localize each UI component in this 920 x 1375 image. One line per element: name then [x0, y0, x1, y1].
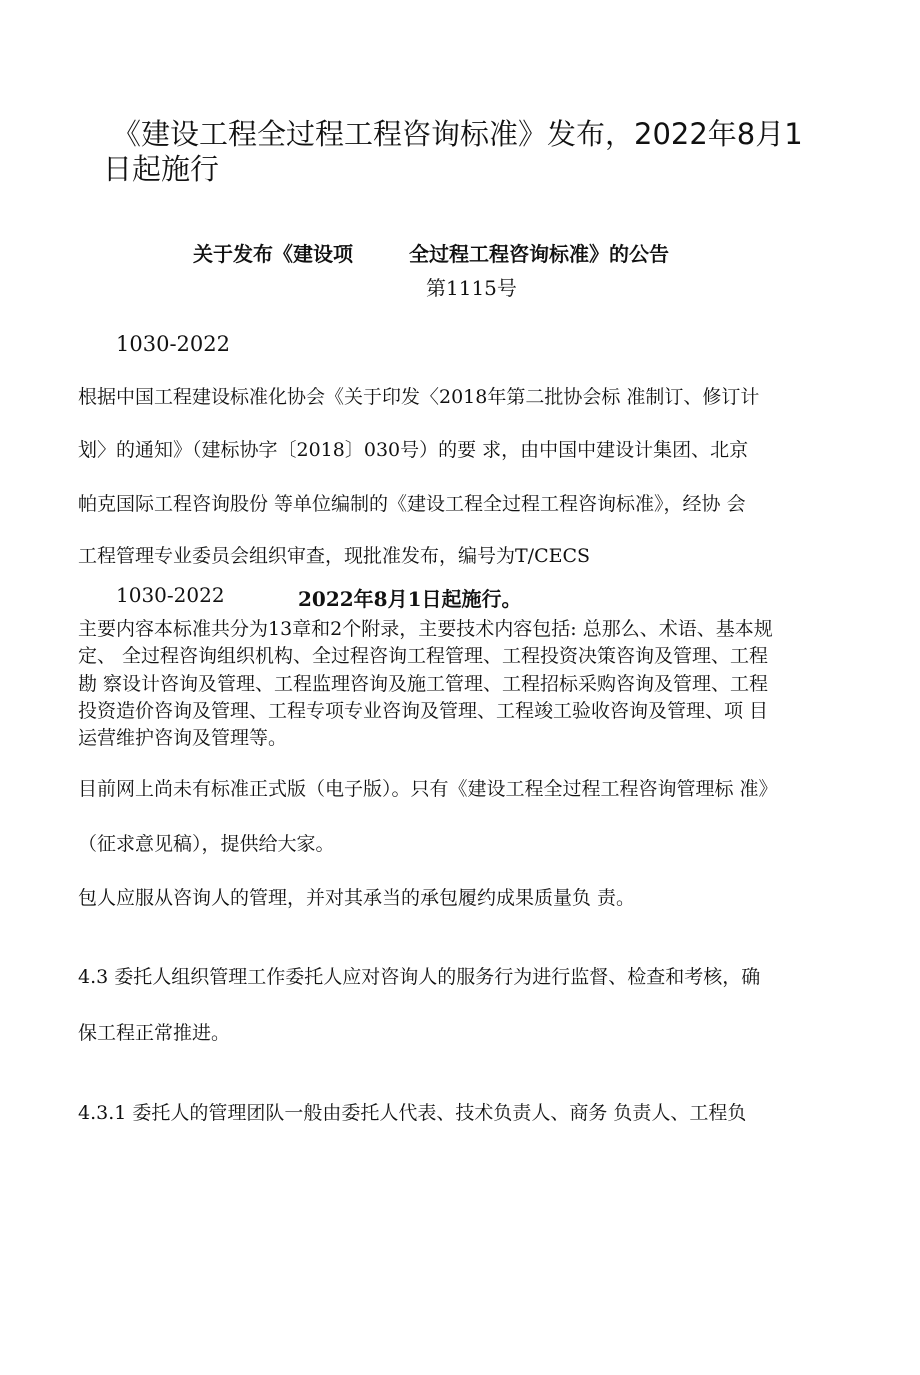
content-line-1: 主要内容本标准共分为13章和2个附录，主要技术内容包括: 总那么、术语、基本规 [78, 618, 773, 640]
note-line-2: （征求意见稿），提供给大家。 [78, 833, 335, 855]
standard-code-2: 1030-2022 [116, 583, 225, 607]
section-4-3-line-1: 4.3 委托人组织管理工作委托人应对咨询人的服务行为进行监督、检查和考核，确 [78, 966, 761, 988]
doc-title-line-1: 《建设工程全过程工程咨询标准》发布，2022年8月1 [112, 117, 803, 151]
content-line-3: 勘 察设计咨询及管理、工程监理咨询及施工管理、工程招标采购咨询及管理、工程 [78, 673, 769, 695]
body-line-2: 划〉的通知》（建标协字〔2018〕030号）的要 求，由中国中建设计集团、北京 [78, 439, 749, 461]
standard-code: 1030-2022 [116, 332, 230, 356]
effective-date: 2022年8月1日起施行。 [298, 587, 522, 611]
body-line-3: 帕克国际工程咨询股份 等单位编制的《建设工程全过程工程咨询标准》，经协 会 [78, 493, 746, 515]
body-line-4: 工程管理专业委员会组织审查，现批准发布，编号为T/CECS [78, 545, 591, 567]
notice-heading [193, 238, 669, 267]
note-line-1: 目前网上尚未有标准正式版（电子版）。只有《建设工程全过程工程咨询管理标 准》 [78, 778, 778, 800]
section-4-3-line-2: 保工程正常推进。 [78, 1022, 231, 1044]
contract-line: 包人应服从咨询人的管理，并对其承当的承包履约成果质量负 责。 [78, 887, 636, 909]
section-4-3-1: 4.3.1 委托人的管理团队一般由委托人代表、技术负责人、商务 负责人、工程负 [78, 1102, 747, 1124]
content-line-5: 运营维护咨询及管理等。 [78, 727, 288, 749]
notice-number: 第1115号 [426, 276, 517, 300]
body-line-1: 根据中国工程建设标准化协会《关于印发〈2018年第二批协会标 准制订、修订计 [78, 386, 760, 408]
doc-title-line-2: 日起施行 [103, 152, 220, 186]
content-line-4: 投资造价咨询及管理、工程专项专业咨询及管理、工程竣工验收咨询及管理、项 目 [78, 700, 769, 722]
content-line-2: 定、 全过程咨询组织机构、全过程咨询工程管理、工程投资决策咨询及管理、工程 [78, 645, 769, 667]
notice-heading-part-2: 全过程工程咨询标准》的公告 [409, 242, 669, 266]
notice-heading-part-1: 关于发布《建设项 [193, 242, 353, 266]
